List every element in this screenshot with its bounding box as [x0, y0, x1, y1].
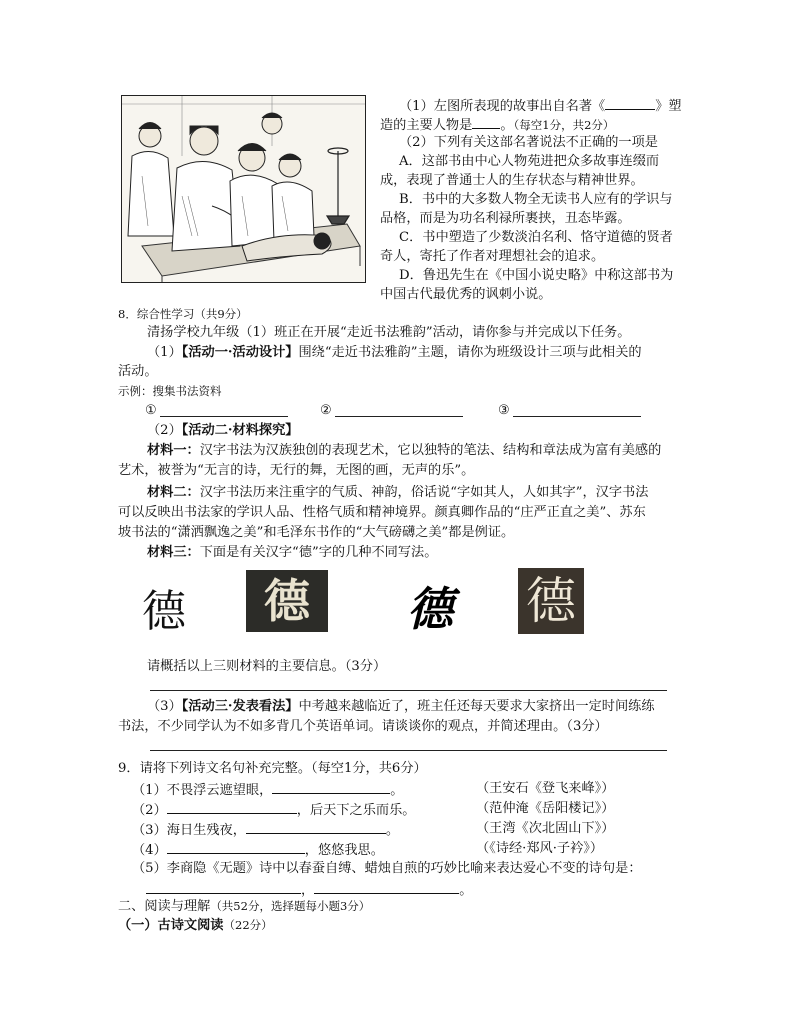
material2-line2: 可以反映出书法家的学识人品、性格气质和精神境界。颜真卿作品的“庄严正直之美”、苏东	[118, 505, 646, 520]
activity3-text: 中考越来越临近了，班主任还每天要求大家挤出一定时间练练	[298, 699, 655, 714]
activity3-prefix: （3）	[147, 699, 182, 714]
material-summary-prompt: 请概括以上三则材料的主要信息。（3分）	[147, 659, 387, 674]
activity1-example: 示例：搜集书法资料	[118, 384, 222, 398]
material2-text: 汉字书法历来注重字的气质、神韵，俗话说“字如其人，人如其字”，汉字书法	[199, 485, 649, 500]
option-b-line1: B．书中的大多数人物全无读书人应有的学识与	[399, 192, 673, 207]
material3-text: 下面是有关汉字“德”字的几种不同写法。	[199, 545, 438, 560]
poem2-source: （范仲淹《岳阳楼记》）	[476, 801, 615, 816]
material2-label: 材料二：	[147, 485, 200, 500]
poem-line-2	[132, 800, 415, 820]
material1-line2: 艺术，被誉为“无言的诗，无行的舞，无图的画，无声的乐”。	[118, 463, 475, 478]
poem4-source: （《诗经·郑风·子衿》）	[476, 841, 604, 856]
activity-slot-2-label: ②	[320, 403, 332, 418]
q9-title: 9．请将下列诗文名句补充完整。（每空1分，共6分）	[118, 761, 427, 776]
cursive-script-de-image: 德	[407, 582, 453, 636]
poem2-blank[interactable]	[167, 800, 297, 814]
novel-q1-text-b: 》塑	[655, 99, 682, 114]
novel-q1-period: 。	[500, 118, 514, 133]
material1-label: 材料一：	[147, 443, 200, 458]
activity2-line	[147, 422, 298, 440]
poem2-text: ，后天下之乐而乐。	[296, 803, 416, 818]
novel-q1-line	[399, 96, 682, 116]
poem4-blank[interactable]	[167, 840, 305, 854]
main-character-blank[interactable]	[472, 115, 500, 129]
section2-score: （共52分，选择题每小题3分）	[210, 899, 371, 913]
section2-title: 二、阅读与理解	[118, 899, 211, 914]
opinion-answer-blank[interactable]	[150, 750, 667, 751]
poem3-source: （王湾《次北固山下》）	[476, 821, 615, 836]
subsection-score: （22分）	[223, 918, 273, 932]
material3-line	[147, 544, 437, 562]
activity-slot-2-blank[interactable]	[335, 416, 463, 417]
material3-label: 材料三：	[147, 545, 200, 560]
option-a-line2: 成，表现了普通士人的生存状态与精神世界。	[380, 173, 644, 188]
poem3-end: 。	[385, 823, 400, 838]
activity1-line	[147, 344, 642, 362]
poem1-end: 。	[390, 783, 404, 798]
poem3-text: （3）海日生残夜，	[132, 823, 246, 838]
poem1-blank[interactable]	[272, 780, 390, 794]
material2-line1	[147, 484, 648, 502]
poem2-prefix: （2）	[132, 803, 167, 818]
poem4-text: ，悠悠我思。	[304, 843, 384, 858]
option-d-line1: D．鲁迅先生在《中国小说史略》中称这部书为	[399, 268, 674, 283]
seal-script-de-image: 德	[142, 586, 186, 637]
activity3-line1	[147, 698, 655, 716]
section2-heading	[118, 898, 370, 916]
poem3-blank[interactable]	[246, 820, 386, 834]
poem1-text: （1）不畏浮云遮望眼，	[132, 783, 273, 798]
activity1-text: 围绕“走近书法雅韵”主题，请你为班级设计三项与此相关的	[298, 345, 642, 360]
activity-slot-3-blank[interactable]	[513, 416, 641, 417]
subsection-title: （一）古诗文阅读	[118, 918, 224, 933]
activity3-line2: 书法，不少同学认为不如多背几个英语单词。请谈谈你的观点，并简述理由。（3分）	[118, 719, 608, 734]
summary-answer-blank[interactable]	[150, 690, 667, 691]
q8-intro: 清扬学校九年级（1）班正在开展“走近书法雅韵”活动，请你参与并完成以下任务。	[147, 325, 631, 340]
activity-slot-1-blank[interactable]	[160, 416, 288, 417]
story-illustration	[121, 95, 366, 283]
activity1-tag: 【活动一·活动设计】	[181, 345, 299, 360]
poem-line-4	[132, 840, 384, 860]
poem5-blank-2[interactable]	[314, 880, 459, 894]
clerical-script-de-image: 德	[246, 570, 328, 632]
material2-line3: 坡书法的“潇洒飘逸之美”和毛泽东书作的“大气磅礴之美”都是例证。	[118, 525, 515, 540]
option-b-line2: 品格，而是为功名利禄所裹挟，丑态毕露。	[380, 211, 631, 226]
novel-title-blank[interactable]	[605, 96, 655, 110]
option-a-line1: A．这部书由中心人物苑进把众多故事连缀而	[399, 154, 660, 169]
material1-text: 汉字书法为汉族独创的表现艺术，它以独特的笔法、结构和章法成为富有美感的	[199, 443, 662, 458]
activity2-prefix: （2）	[147, 423, 182, 438]
activity-slot-3-label: ③	[498, 403, 510, 418]
poem1-source: （王安石《登飞来峰》）	[476, 781, 615, 796]
poem5-end: 。	[459, 883, 473, 898]
regular-script-de-image: 德	[518, 568, 584, 634]
material1-line1	[147, 442, 661, 460]
novel-q1-text: （1）左图所表现的故事出自名著《	[399, 99, 606, 114]
poem5-prompt: （5）李商隐《无题》诗中以春蚕自缚、蜡烛自煎的巧妙比喻来表达爱心不变的诗句是：	[132, 861, 642, 876]
q8-title: 8．综合性学习（共9分）	[118, 307, 248, 321]
poem-line-5-blanks	[146, 880, 472, 900]
poem5-blank-1[interactable]	[146, 880, 301, 894]
option-c-line1: C．书中塑造了少数淡泊名利、恪守道德的贤者	[399, 230, 673, 245]
novel-q1-score: （每空1分，共2分）	[513, 118, 615, 132]
activity1-prefix: （1）	[147, 345, 182, 360]
activity2-tag: 【活动二·材料探究】	[181, 423, 299, 438]
poem-line-1	[132, 780, 403, 800]
poem5-comma: ，	[301, 883, 315, 898]
novel-q1-line2	[380, 115, 614, 135]
poem4-prefix: （4）	[132, 843, 167, 858]
activity1-text-cont: 活动。	[118, 364, 158, 379]
activity3-tag: 【活动三·发表看法】	[181, 699, 299, 714]
novel-q1-text-c: 造的主要人物是	[380, 118, 473, 133]
activity-slot-1-label: ①	[145, 403, 157, 418]
scholars-scene-image	[122, 96, 365, 282]
poem-line-3	[132, 820, 399, 840]
novel-q2-stem: （2）下列有关这部名著说法不正确的一项是	[399, 135, 658, 150]
subsection-heading	[118, 917, 273, 935]
option-d-line2: 中国古代最优秀的讽刺小说。	[380, 287, 552, 302]
option-c-line2: 奇人，寄托了作者对理想社会的追求。	[380, 249, 605, 264]
